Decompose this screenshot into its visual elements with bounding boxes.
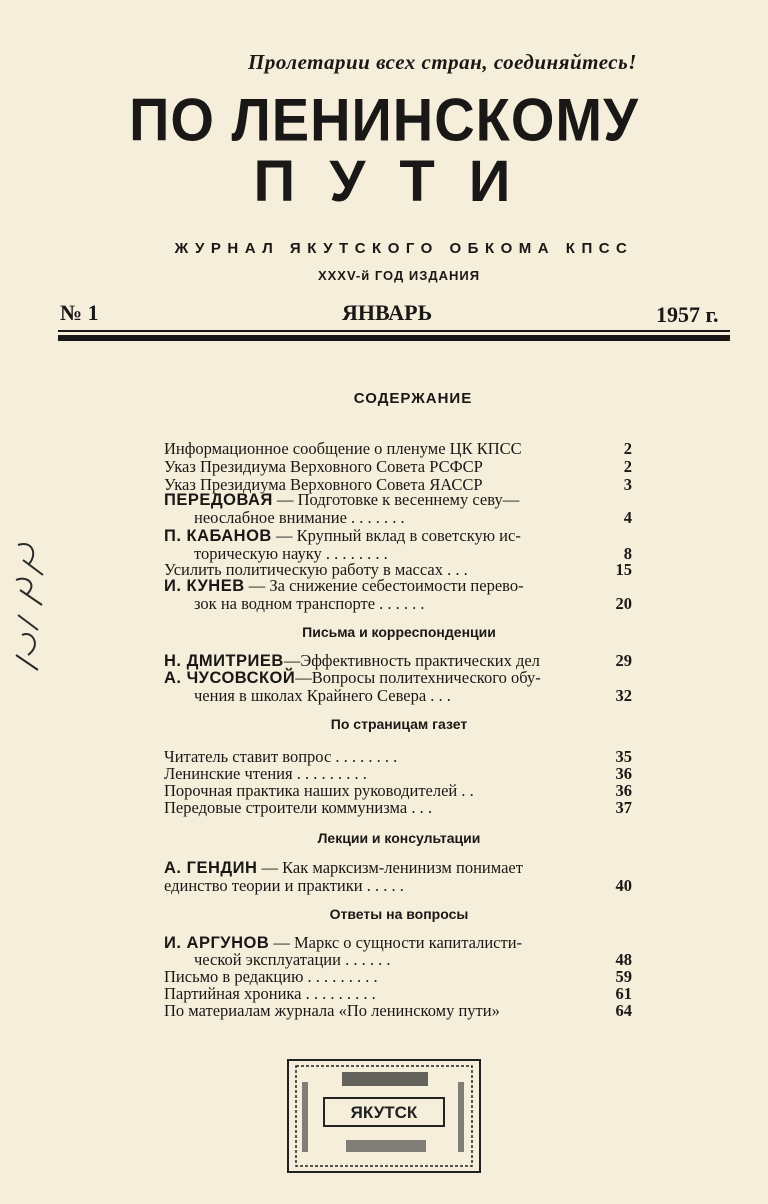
toc-entry: Письмо в редакцию . . . . . . . . . [164, 967, 378, 986]
toc-page: 32 [615, 686, 632, 705]
contents-heading: СОДЕРЖАНИЕ [353, 390, 473, 407]
toc-author: И. КУНЕВ [164, 577, 245, 595]
issue-month: ЯНВАРЬ [342, 300, 433, 325]
journal-subtitle: ЖУРНАЛ ЯКУТСКОГО ОБКОМА КПСС [174, 240, 634, 257]
toc-page: 8 [623, 544, 632, 563]
toc-author: Н. ДМИТРИЕВ [164, 652, 284, 670]
toc-entry: А. ГЕНДИН — Как марксизм-ленинизм понимает [164, 858, 523, 877]
toc-page: 2 [623, 439, 632, 458]
toc-entry: Н. ДМИТРИЕВ—Эффективность практических дел [164, 651, 540, 670]
toc-page: 36 [615, 781, 632, 800]
toc-entry: Партийная хроника . . . . . . . . . [164, 984, 376, 1003]
motto: Пролетарии всех стран, соединяйтесь! [248, 50, 637, 74]
toc-page: 2 [623, 457, 632, 476]
toc-page: 48 [615, 950, 632, 969]
toc-author: П. КАБАНОВ [164, 527, 272, 545]
header-rule-thin [58, 330, 730, 332]
toc-entry-cont: ческой эксплуатации . . . . . . [194, 950, 391, 969]
toc-entry: По материалам журнала «По ленинскому пути» [164, 1001, 500, 1020]
stamp-text: ЯКУТСК [350, 1103, 418, 1122]
toc-entry-cont: чения в школах Крайнего Севера . . . [194, 686, 451, 705]
toc-entry: И. КУНЕВ — За снижение себестоимости перево- [164, 576, 524, 595]
section-heading: Письма и корреспонденции [302, 624, 496, 640]
header-rule-thick [58, 335, 730, 341]
toc-page: 4 [623, 508, 632, 527]
toc-entry: Информационное сообщение о пленуме ЦК КПСС [164, 439, 522, 458]
toc-entry: ПЕРЕДОВАЯ — Подготовке к весеннему севу— [164, 490, 520, 509]
toc-entry: Порочная практика наших руководителей . . [164, 781, 474, 800]
issue-number: № 1 [60, 300, 99, 325]
toc-page: 29 [615, 651, 632, 670]
toc-page: 20 [615, 594, 632, 613]
toc-page: 64 [615, 1001, 632, 1020]
toc-author: И. АРГУНОВ [164, 934, 270, 952]
toc-page: 61 [615, 984, 632, 1003]
toc-page: 35 [615, 747, 632, 766]
toc-page: 37 [615, 798, 632, 817]
library-stamp [286, 1058, 482, 1174]
toc-author: А. ГЕНДИН [164, 859, 258, 877]
toc-entry: Передовые строители коммунизма . . . [164, 798, 432, 817]
toc-entry: И. АРГУНОВ — Маркс о сущности капиталисти- [164, 933, 523, 952]
toc-entry: Читатель ставит вопрос . . . . . . . . [164, 747, 398, 766]
toc-entry: Усилить политическую работу в массах . . . [164, 560, 468, 579]
toc-entry: Указ Президиума Верховного Совета РСФСР [164, 457, 483, 476]
toc-page: 15 [615, 560, 632, 579]
toc-entry-cont: единство теории и практики . . . . . [164, 876, 404, 895]
toc-entry: А. ЧУСОВСКОЙ—Вопросы политехнического обу- [164, 668, 541, 687]
toc-page: 40 [615, 876, 632, 895]
journal-title-line1: ПО ЛЕНИНСКОМУ [129, 85, 639, 154]
toc-entry: Указ Президиума Верховного Совета ЯАССР [164, 475, 483, 494]
section-heading: Ответы на вопросы [329, 906, 469, 922]
toc-page: 59 [615, 967, 632, 986]
handwritten-margin-note [8, 535, 52, 675]
toc-author: А. ЧУСОВСКОЙ [164, 669, 296, 687]
issue-year: 1957 г. [656, 302, 719, 327]
section-heading: По страницам газет [330, 716, 468, 732]
section-heading: Лекции и консультации [317, 830, 481, 846]
toc-page: 3 [623, 475, 632, 494]
toc-entry: П. КАБАНОВ — Крупный вклад в советскую ис- [164, 526, 521, 545]
toc-page: 36 [615, 764, 632, 783]
toc-entry-cont: зок на водном транспорте . . . . . . [194, 594, 425, 613]
toc-entry-cont: неослабное внимание . . . . . . . [194, 508, 405, 527]
publication-year-label: XXXV-й ГОД ИЗДАНИЯ [317, 268, 481, 283]
toc-author: ПЕРЕДОВАЯ [164, 491, 273, 509]
toc-entry-cont: торическую науку . . . . . . . . [194, 544, 388, 563]
toc-entry: Ленинские чтения . . . . . . . . . [164, 764, 367, 783]
journal-title-line2: ПУТИ [253, 149, 545, 214]
